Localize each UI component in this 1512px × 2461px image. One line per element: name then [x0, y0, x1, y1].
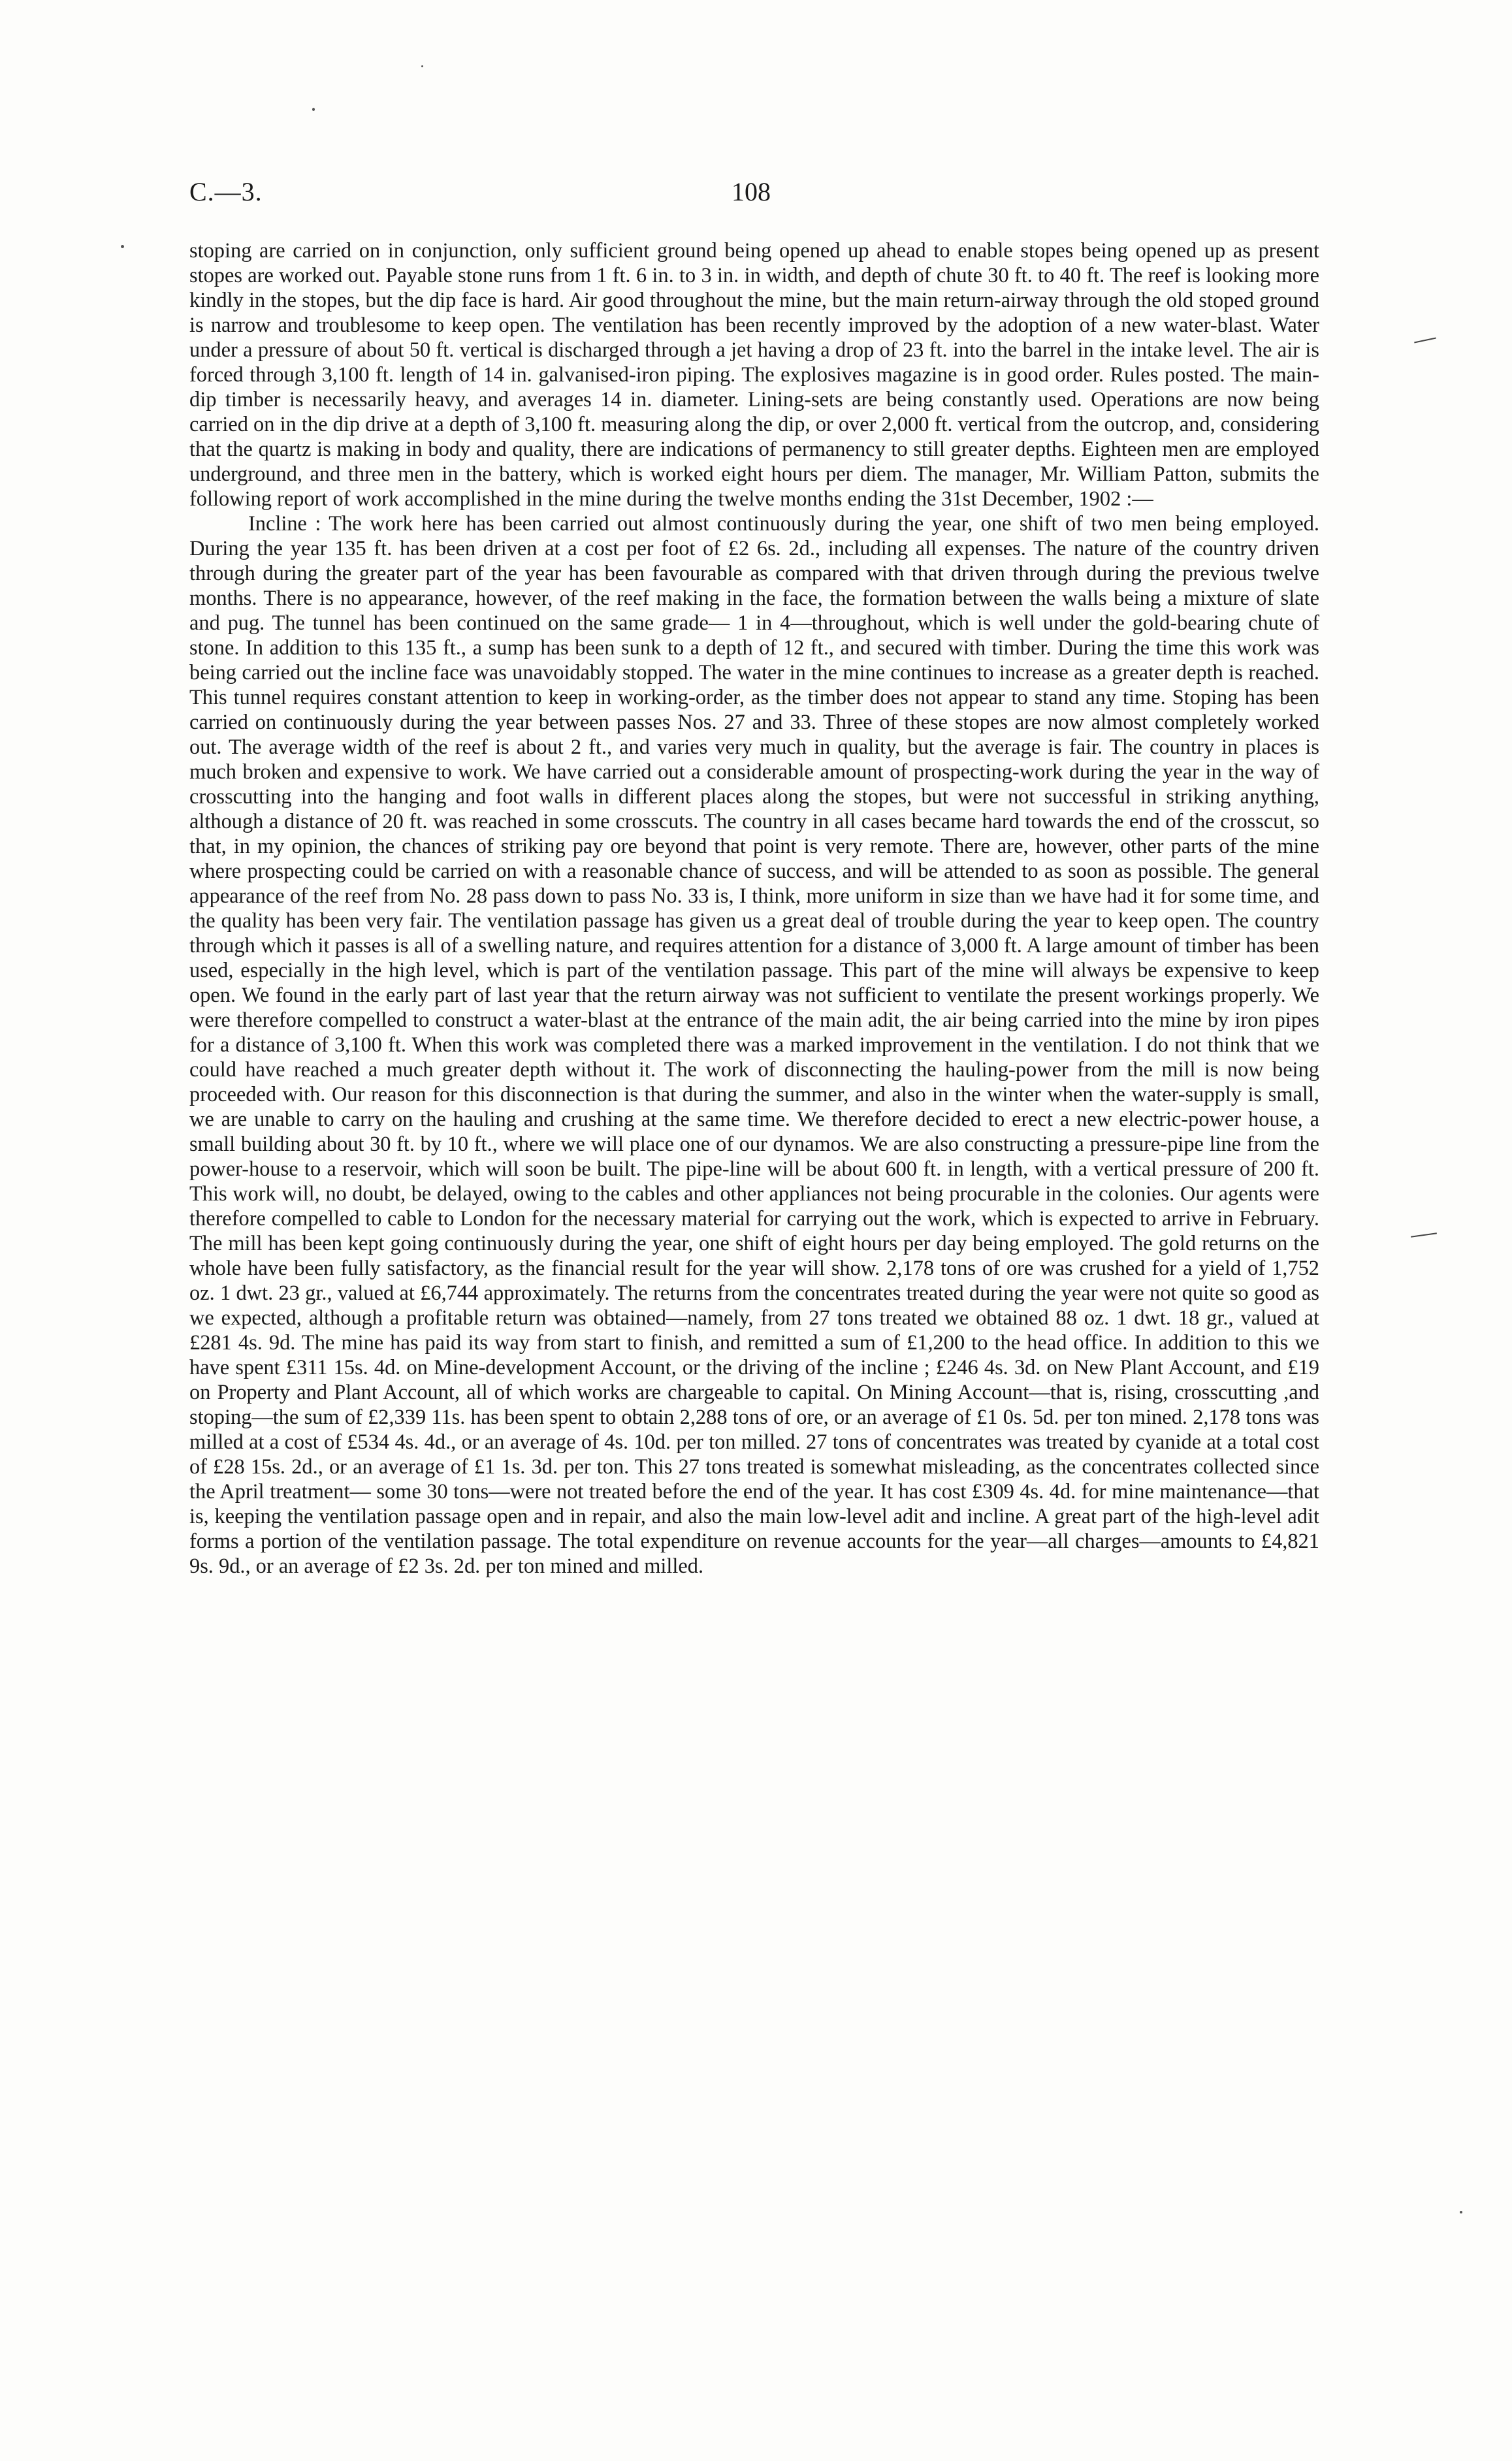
scan-speck: [421, 65, 423, 67]
paragraph-mine-report-intro: stoping are carried on in conjunction, only sufficient ground being opened up ahead to enable stopes being opened up as present stopes are worked out. Payable stone runs from 1 ft. 6 in. to 3 in. in width, and depth of chute 30 ft. to 40 ft. The reef is looking more kindly in the stopes, but the dip face is hard. Air good throughout the mine, but the main return-airway through the old stoped ground is narrow and troublesome to keep open. The ventilation has been recently improved by the adoption of a new water-blast. Water under a pressure of about 50 ft. vertical is discharged through a jet having a drop of 23 ft. into the barrel in the intake level. The air is forced through 3,100 ft. length of 14 in. galvanised-iron piping. The explosives magazine is in good order. Rules posted. The main-dip timber is necessarily heavy, and averages 14 in. diameter. Lining-sets are being constantly used. Operations are now being carried on in the dip drive at a depth of 3,100 ft. measuring along the dip, or over 2,000 ft. vertical from the outcrop, and, considering that the quartz is making in body and quality, there are indications of permanency to still greater depths. Eighteen men are employed underground, and three men in the battery, which is worked eight hours per diem. The manager, Mr. William Patton, submits the following report of work accomplished in the mine during the twelve months ending the 31st December, 1902 :—: [189, 239, 1319, 511]
scan-speck: [312, 108, 315, 111]
margin-mark: [1411, 1232, 1437, 1238]
document-reference: C.—3.: [189, 177, 263, 206]
body-text: [189, 238, 1319, 1579]
scan-speck: [1460, 2211, 1462, 2213]
scan-speck: [121, 245, 124, 248]
paragraph-manager-report: Incline : The work here has been carried out almost continuously during the year, one shift of two men being employed. During the year 135 ft. has been driven at a cost per foot of £2 6s. 2d., including all expenses. The nature of the country driven through during the greater part of the year has been favourable as compared with that driven through during the previous twelve months. There is no appearance, however, of the reef making in the face, the formation between the walls being a mixture of slate and pug. The tunnel has been continued on the same grade— 1 in 4—throughout, which is well under the gold-bearing chute of stone. In addition to this 135 ft., a sump has been sunk to a depth of 12 ft., and secured with timber. During the time this work was being carried out the incline face was unavoidably stopped. The water in the mine continues to increase as a greater depth is reached. This tunnel requires constant attention to keep in working-order, as the timber does not appear to stand any time. Stoping has been carried on continuously during the year between passes Nos. 27 and 33. Three of these stopes are now almost completely worked out. The average width of the reef is about 2 ft., and varies very much in quality, but the average is fair. The country in places is much broken and expensive to work. We have carried out a considerable amount of prospecting-work during the year in the way of crosscutting into the hanging and foot walls in different places along the stopes, but were not successful in striking anything, although a distance of 20 ft. was reached in some crosscuts. The country in all cases became hard towards the end of the crosscut, so that, in my opinion, the chances of striking pay ore beyond that point is very remote. There are, however, other parts of the mine where prospecting could be carried on with a reasonable chance of success, and will be attended to as soon as possible. The general appearance of the reef from No. 28 pass down to pass No. 33 is, I think, more uniform in size than we have had it for some time, and the quality has been very fair. The ventilation passage has given us a great deal of trouble during the year to keep open. The country through which it passes is all of a swelling nature, and requires attention for a distance of 3,000 ft. A large amount of timber has been used, especially in the high level, which is part of the ventilation passage. This part of the mine will always be expensive to keep open. We found in the early part of last year that the return airway was not sufficient to ventilate the present workings properly. We were therefore compelled to construct a water-blast at the entrance of the main adit, the air being carried into the mine by iron pipes for a distance of 3,100 ft. When this work was completed there was a marked improvement in the ventilation. I do not think that we could have reached a much greater depth without it. The work of disconnecting the hauling-power from the mill is now being proceeded with. Our reason for this disconnection is that during the summer, and also in the winter when the water-supply is small, we are unable to carry on the hauling and crushing at the same time. We therefore decided to erect a new electric-power house, a small building about 30 ft. by 10 ft., where we will place one of our dynamos. We are also constructing a pressure-pipe line from the power-house to a reservoir, which will soon be built. The pipe-line will be about 600 ft. in length, with a vertical pressure of 200 ft. This work will, no doubt, be delayed, owing to the cables and other appliances not being procurable in the colonies. Our agents were therefore compelled to cable to London for the necessary material for carrying out the work, which is expected to arrive in February. The mill has been kept going continuously during the year, one shift of eight hours per day being employed. The gold returns on the whole have been fully satisfactory, as the financial result for the year will show. 2,178 tons of ore was crushed for a yield of 1,752 oz. 1 dwt. 23 gr., valued at £6,744 approximately. The returns from the concentrates treated during the year were not quite so good as we expected, although a profitable return was obtained—namely, from 27 tons treated we obtained 88 oz. 1 dwt. 18 gr., valued at £281 4s. 9d. The mine has paid its way from start to finish, and remitted a sum of £1,200 to the head office. In addition to this we have spent £311 15s. 4d. on Mine-development Account, or the driving of the incline ; £246 4s. 3d. on New Plant Account, and £19 on Property and Plant Account, all of which works are chargeable to capital. On Mining Account—that is, rising, crosscutting ,and stoping—the sum of £2,339 11s. has been spent to obtain 2,288 tons of ore, or an average of £1 0s. 5d. per ton mined. 2,178 tons was milled at a cost of £534 4s. 4d., or an average of 4s. 10d. per ton milled. 27 tons of concentrates was treated by cyanide at a total cost of £28 15s. 2d., or an average of £1 1s. 3d. per ton. This 27 tons treated is somewhat misleading, as the concentrates collected since the April treatment— some 30 tons—were not treated before the end of the year. It has cost £309 4s. 4d. for mine maintenance—that is, keeping the ventilation passage open and in repair, and also the main low-level adit and incline. A great part of the high-level adit forms a portion of the ventilation passage. The total expenditure on revenue accounts for the year—all charges—amounts to £4,821 9s. 9d., or an average of £2 3s. 2d. per ton mined and milled.: [189, 512, 1319, 1578]
page-number: 108: [732, 177, 771, 206]
margin-mark: [1414, 337, 1436, 343]
page-header: [189, 176, 1479, 216]
